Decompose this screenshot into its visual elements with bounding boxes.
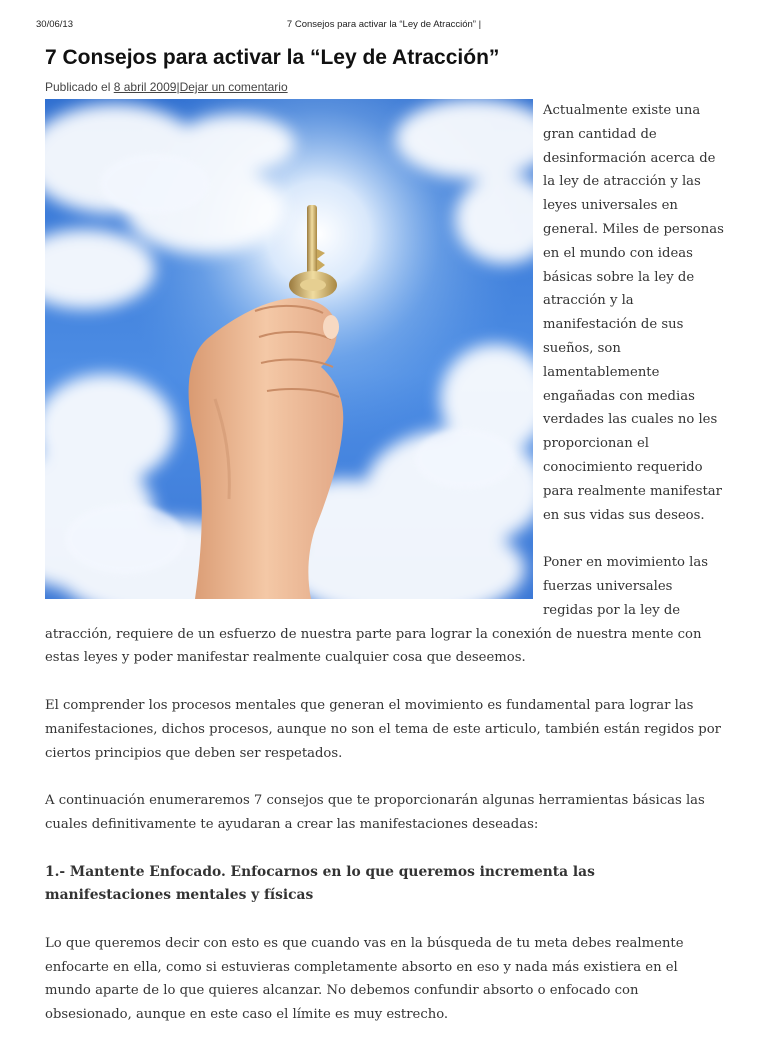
article-content <box>45 99 725 1027</box>
article <box>45 44 725 1051</box>
meta-prefix: Publicado el <box>45 80 114 94</box>
section-paragraph: Lo que queremos decir con esto es que cuando vas en la búsqueda de tu meta debes realmente enfocarte en ella, como si estuvieras completamente absorto en eso y nada más existiera en el mundo aparte de lo que quieres alcanzar. No debemos confundir absorto o enfocado con obsesionado, aunque en este caso el límite es muy estrecho. <box>45 935 684 1023</box>
article-title: 7 Consejos para activar la “Ley de Atracción” <box>45 46 500 69</box>
meta-separator: | <box>176 80 180 94</box>
paragraph-2: Poner en movimiento las fuerzas universales regidas por la ley de atracción, requiere de un esfuerzo de nuestra parte para lograr la conexión de nuestra mente con estas leyes y poder manifestar realmente cualquier cosa que deseemos. <box>45 555 708 666</box>
leave-comment-link[interactable]: Dejar un comentario <box>179 80 288 94</box>
paragraph-1: Actualmente existe una gran cantidad de desinformación acerca de la ley de atracción y las leyes universales en general. Miles de personas en el mundo con ideas básicas sobre la ley de atracción y la manifestación de sus sueños, son lamentablemente engañadas con medias verdades las cuales no les proporcionan el conocimiento requerido para realmente manifestar en sus vidas sus deseos. <box>543 103 724 523</box>
publish-date-link[interactable]: 8 abril 2009 <box>113 80 177 94</box>
article-meta <box>45 79 725 95</box>
print-header <box>0 19 768 33</box>
print-page-title: 7 Consejos para activar la “Ley de Atracción” | <box>286 19 482 30</box>
hand-holding-key-photo <box>45 99 533 599</box>
section-heading: 1.- Mantente Enfocado. Enfocarnos en lo que queremos incrementa las manifestaciones mentales y físicas <box>45 863 595 904</box>
paragraph-4: A continuación enumeraremos 7 consejos que te proporcionarán algunas herramientas básicas las cuales definitivamente te ayudaran a crear las manifestaciones deseadas: <box>45 793 705 832</box>
print-date: 30/06/13 <box>36 19 73 30</box>
paragraph-3: El comprender los procesos mentales que generan el movimiento es fundamental para lograr las manifestaciones, dichos procesos, aunque no son el tema de este articulo, también están regidos por ciertos principios que deben ser respetados. <box>45 697 721 761</box>
